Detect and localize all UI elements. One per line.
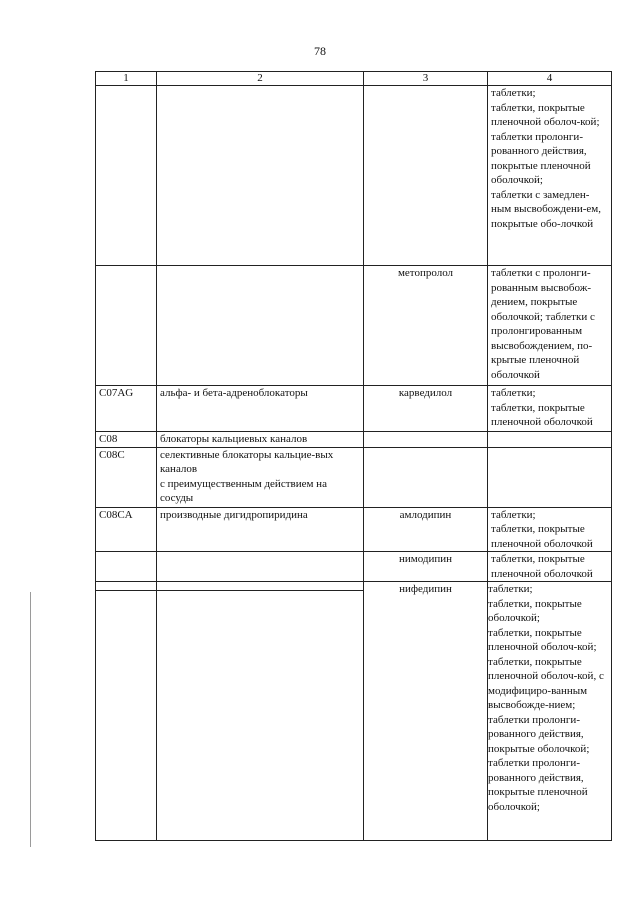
table-spacer-row: [96, 582, 612, 591]
table-row: [96, 266, 612, 386]
atc-code-cell: [96, 86, 157, 266]
group-cell: селективные блокаторы кальцие-вых каналов с преимущественным действием на сосуды: [157, 447, 364, 507]
atc-code-cell: C08CA: [96, 507, 157, 552]
dosage-forms-cell: [488, 447, 612, 507]
atc-code-cell: [96, 591, 157, 841]
table-row: [96, 432, 612, 448]
dosage-forms-cell: таблетки; таблетки, покрытые пленочной оболоч-кой; таблетки пролонги-рованного действия, покрытые пленочной оболочкой; таблетки с замедлен-ным высвобождени-ем, покрытые обо-лочкой: [488, 86, 612, 266]
substance-cell: [364, 447, 488, 507]
substance-cell: нифедипин: [364, 582, 488, 841]
scan-margin-line: [30, 592, 31, 847]
substance-cell: карведилол: [364, 386, 488, 432]
table-row: [96, 552, 612, 582]
dosage-forms-cell: таблетки с пролонги-рованным высвобож-дением, покрытые оболочкой; таблетки с пролонгированным высвобождением, по-крытые пленочной оболочкой: [488, 266, 612, 386]
column-header-1: 1: [96, 72, 157, 86]
atc-code-cell: [96, 552, 157, 582]
dosage-forms-cell: таблетки; таблетки, покрытые пленочной оболочкой: [488, 386, 612, 432]
atc-code-cell: [96, 266, 157, 386]
table-row: [96, 86, 612, 266]
column-header-3: 3: [364, 72, 488, 86]
dosage-forms-cell: таблетки, покрытые пленочной оболочкой: [488, 552, 612, 582]
group-cell: [157, 552, 364, 582]
group-cell: альфа- и бета-адреноблокаторы: [157, 386, 364, 432]
spacer-cell: [96, 582, 157, 591]
column-header-4: 4: [488, 72, 612, 86]
column-header-2: 2: [157, 72, 364, 86]
atc-code-cell: C07AG: [96, 386, 157, 432]
dosage-forms-cell: таблетки; таблетки, покрытые оболочкой; таблетки, покрытые пленочной оболоч-кой; таблетки, покрытые пленочной оболоч-кой, с модифициро-ванным высвобожде-нием; таблетки пролонги-рованного действия, покрытые оболочкой; таблетки пролонги-рованного действия, покрытые пленочной оболочкой;: [488, 582, 612, 841]
spacer-cell: [157, 582, 364, 591]
atc-code-cell: C08: [96, 432, 157, 448]
table-header-row: [96, 72, 612, 86]
dosage-forms-cell: [488, 432, 612, 448]
group-cell: блокаторы кальциевых каналов: [157, 432, 364, 448]
group-cell: производные дигидропиридина: [157, 507, 364, 552]
group-cell: [157, 266, 364, 386]
atc-code-cell: C08C: [96, 447, 157, 507]
substance-cell: метопролол: [364, 266, 488, 386]
substance-cell: нимодипин: [364, 552, 488, 582]
group-cell: [157, 591, 364, 841]
table-row: [96, 447, 612, 507]
substance-cell: амлодипин: [364, 507, 488, 552]
substance-cell: [364, 86, 488, 266]
table-row: [96, 507, 612, 552]
substance-cell: [364, 432, 488, 448]
table-row: [96, 386, 612, 432]
group-cell: [157, 86, 364, 266]
page-number: 78: [314, 44, 326, 58]
drug-table: [95, 71, 612, 841]
dosage-forms-cell: таблетки; таблетки, покрытые пленочной оболочкой: [488, 507, 612, 552]
